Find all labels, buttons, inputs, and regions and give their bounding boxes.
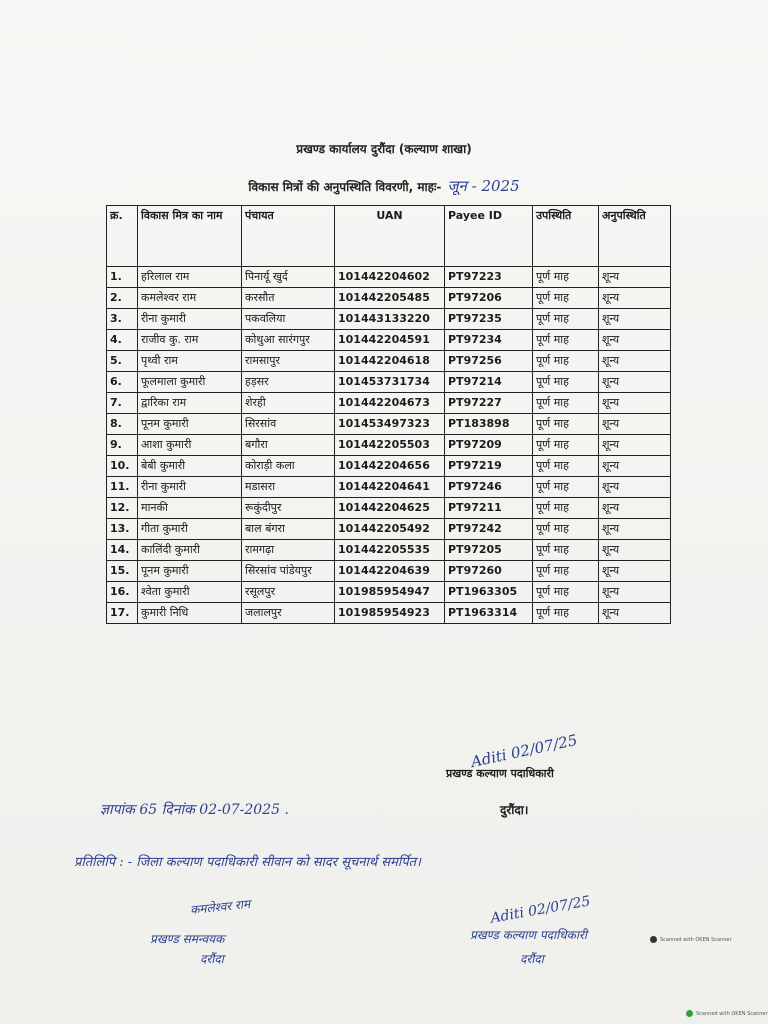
- cell-absence: शून्य: [599, 561, 671, 582]
- scanner-watermark: [650, 936, 732, 943]
- table-body: [107, 267, 671, 624]
- cell-payee-id: PT97211: [445, 498, 533, 519]
- cell-name: कमलेश्वर राम: [138, 288, 242, 309]
- cell-panchayat: शेरही: [242, 393, 335, 414]
- cell-panchayat: रसूलपुर: [242, 582, 335, 603]
- cell-presence: पूर्ण माह: [533, 582, 599, 603]
- cell-serial: 10.: [107, 456, 138, 477]
- cell-serial: 13.: [107, 519, 138, 540]
- cell-absence: शून्य: [599, 498, 671, 519]
- cell-payee-id: PT97260: [445, 561, 533, 582]
- cell-payee-id: PT183898: [445, 414, 533, 435]
- cell-absence: शून्य: [599, 582, 671, 603]
- cell-name: श्वेता कुमारी: [138, 582, 242, 603]
- scanner-logo-icon-2: [686, 1010, 693, 1017]
- cell-presence: पूर्ण माह: [533, 477, 599, 498]
- cell-absence: शून्य: [599, 519, 671, 540]
- cell-absence: शून्य: [599, 267, 671, 288]
- cell-uan: 101442204641: [335, 477, 445, 498]
- cell-panchayat: कोथुआ सारंगपुर: [242, 330, 335, 351]
- table-row: [107, 435, 671, 456]
- table-row: [107, 540, 671, 561]
- cell-payee-id: PT97214: [445, 372, 533, 393]
- table-row: [107, 456, 671, 477]
- col-header-uan: UAN: [335, 206, 445, 267]
- cell-payee-id: PT97227: [445, 393, 533, 414]
- scanner-watermark-2: [686, 1010, 768, 1017]
- table-row: [107, 519, 671, 540]
- cell-payee-id: PT97246: [445, 477, 533, 498]
- officer-signature: Aditi 02/07/25: [469, 730, 579, 772]
- cell-absence: शून्य: [599, 435, 671, 456]
- cell-name: राजीव कु. राम: [138, 330, 242, 351]
- table-row: [107, 603, 671, 624]
- cell-absence: शून्य: [599, 309, 671, 330]
- scanner-logo-icon: [650, 936, 657, 943]
- col-header-serial: क्र.: [107, 206, 138, 267]
- cell-presence: पूर्ण माह: [533, 519, 599, 540]
- cell-uan: 101442205535: [335, 540, 445, 561]
- cell-name: द्वारिका राम: [138, 393, 242, 414]
- col-header-presence: उपस्थिति: [533, 206, 599, 267]
- cell-uan: 101442205485: [335, 288, 445, 309]
- table-row: [107, 561, 671, 582]
- cell-panchayat: मडासरा: [242, 477, 335, 498]
- cell-serial: 6.: [107, 372, 138, 393]
- cell-serial: 17.: [107, 603, 138, 624]
- table-row: [107, 477, 671, 498]
- cell-panchayat: करसौत: [242, 288, 335, 309]
- cell-uan: 101443133220: [335, 309, 445, 330]
- cell-name: रीना कुमारी: [138, 477, 242, 498]
- cell-panchayat: पिनार्यू खुर्द: [242, 267, 335, 288]
- cell-absence: शून्य: [599, 456, 671, 477]
- copy-to-line: प्रतिलिपि : - जिला कल्याण पदाधिकारी सीवान को सादर सूचनार्थ समर्पित।: [74, 855, 421, 870]
- office-title: प्रखण्ड कार्यालय दुरौंदा (कल्याण शाखा): [296, 142, 472, 156]
- cell-uan: 101442204625: [335, 498, 445, 519]
- table-row: [107, 351, 671, 372]
- cell-presence: पूर्ण माह: [533, 456, 599, 477]
- cell-name: बेबी कुमारी: [138, 456, 242, 477]
- cell-serial: 2.: [107, 288, 138, 309]
- cell-presence: पूर्ण माह: [533, 498, 599, 519]
- col-header-panchayat: पंचायत: [242, 206, 335, 267]
- table-header-row: [107, 206, 671, 267]
- cell-absence: शून्य: [599, 477, 671, 498]
- cell-payee-id: PT97235: [445, 309, 533, 330]
- officer-title-2: प्रखण्ड कल्याण पदाधिकारी: [470, 928, 587, 942]
- cell-name: गीता कुमारी: [138, 519, 242, 540]
- table-row: [107, 267, 671, 288]
- cell-absence: शून्य: [599, 372, 671, 393]
- cell-presence: पूर्ण माह: [533, 435, 599, 456]
- cell-presence: पूर्ण माह: [533, 393, 599, 414]
- letter-number-date: ज्ञापांक 65 दिनांक 02-07-2025 .: [100, 802, 289, 818]
- scanner-watermark-text-2: Scanned with OKEN Scanner: [696, 1010, 768, 1017]
- cell-panchayat: जलालपुर: [242, 603, 335, 624]
- cell-name: पूनम कुमारी: [138, 561, 242, 582]
- cell-panchayat: पकवलिया: [242, 309, 335, 330]
- officer-title: प्रखण्ड कल्याण पदाधिकारी: [446, 767, 554, 780]
- cell-absence: शून्य: [599, 288, 671, 309]
- cell-panchayat: बाल बंगरा: [242, 519, 335, 540]
- cell-panchayat: बगौरा: [242, 435, 335, 456]
- cell-presence: पूर्ण माह: [533, 330, 599, 351]
- cell-name: कालिंदी कुमारी: [138, 540, 242, 561]
- col-header-absence: अनुपस्थिति: [599, 206, 671, 267]
- cell-uan: 101985954923: [335, 603, 445, 624]
- attendance-table: [106, 205, 671, 624]
- officer-signature-2: Aditi 02/07/25: [489, 893, 592, 927]
- coordinator-signature: कमलेश्वर राम: [189, 896, 251, 918]
- cell-uan: 101442204618: [335, 351, 445, 372]
- cell-presence: पूर्ण माह: [533, 309, 599, 330]
- cell-name: रीना कुमारी: [138, 309, 242, 330]
- cell-panchayat: हड़सर: [242, 372, 335, 393]
- cell-payee-id: PT97206: [445, 288, 533, 309]
- cell-panchayat: कोराड़ी कला: [242, 456, 335, 477]
- month-handwritten: जून - 2025: [447, 177, 520, 195]
- cell-uan: 101442204656: [335, 456, 445, 477]
- cell-uan: 101442204639: [335, 561, 445, 582]
- cell-serial: 9.: [107, 435, 138, 456]
- cell-absence: शून्य: [599, 330, 671, 351]
- cell-name: हरिलाल राम: [138, 267, 242, 288]
- cell-uan: 101442204673: [335, 393, 445, 414]
- cell-serial: 5.: [107, 351, 138, 372]
- cell-payee-id: PT1963305: [445, 582, 533, 603]
- cell-payee-id: PT97234: [445, 330, 533, 351]
- cell-presence: पूर्ण माह: [533, 603, 599, 624]
- cell-name: मानकी: [138, 498, 242, 519]
- cell-uan: 101442204591: [335, 330, 445, 351]
- table-row: [107, 309, 671, 330]
- table-row: [107, 288, 671, 309]
- cell-payee-id: PT97219: [445, 456, 533, 477]
- table-row: [107, 414, 671, 435]
- cell-name: कुमारी निधि: [138, 603, 242, 624]
- cell-absence: शून्य: [599, 414, 671, 435]
- cell-presence: पूर्ण माह: [533, 561, 599, 582]
- report-title: विकास मित्रों की अनुपस्थिति विवरणी, माहः-: [248, 180, 442, 194]
- cell-panchayat: रूकुंदीपुर: [242, 498, 335, 519]
- cell-panchayat: सिरसांव: [242, 414, 335, 435]
- cell-serial: 8.: [107, 414, 138, 435]
- cell-uan: 101442205503: [335, 435, 445, 456]
- cell-absence: शून्य: [599, 603, 671, 624]
- table-row: [107, 372, 671, 393]
- cell-payee-id: PT97209: [445, 435, 533, 456]
- place-name: दुरौंदा।: [500, 803, 529, 817]
- cell-name: पूनम कुमारी: [138, 414, 242, 435]
- cell-serial: 1.: [107, 267, 138, 288]
- cell-payee-id: PT1963314: [445, 603, 533, 624]
- cell-absence: शून्य: [599, 540, 671, 561]
- report-title-line: [0, 176, 768, 196]
- table-row: [107, 393, 671, 414]
- cell-serial: 16.: [107, 582, 138, 603]
- table-row: [107, 330, 671, 351]
- cell-payee-id: PT97242: [445, 519, 533, 540]
- table-row: [107, 582, 671, 603]
- cell-payee-id: PT97223: [445, 267, 533, 288]
- table-row: [107, 498, 671, 519]
- cell-serial: 15.: [107, 561, 138, 582]
- coordinator-title: प्रखण्ड समन्वयक: [150, 932, 225, 946]
- col-header-name: विकास मित्र का नाम: [138, 206, 242, 267]
- cell-serial: 4.: [107, 330, 138, 351]
- cell-presence: पूर्ण माह: [533, 414, 599, 435]
- cell-serial: 7.: [107, 393, 138, 414]
- cell-presence: पूर्ण माह: [533, 267, 599, 288]
- cell-name: पृथ्वी राम: [138, 351, 242, 372]
- cell-panchayat: रामगढ़ा: [242, 540, 335, 561]
- cell-presence: पूर्ण माह: [533, 351, 599, 372]
- cell-absence: शून्य: [599, 393, 671, 414]
- cell-name: फूलमाला कुमारी: [138, 372, 242, 393]
- cell-name: आशा कुमारी: [138, 435, 242, 456]
- cell-uan: 101453497323: [335, 414, 445, 435]
- cell-panchayat: रामसापुर: [242, 351, 335, 372]
- cell-presence: पूर्ण माह: [533, 288, 599, 309]
- officer-place-2: दरौंदा: [520, 952, 544, 966]
- cell-uan: 101442204602: [335, 267, 445, 288]
- cell-serial: 12.: [107, 498, 138, 519]
- col-header-payee-id: Payee ID: [445, 206, 533, 267]
- cell-serial: 14.: [107, 540, 138, 561]
- cell-payee-id: PT97256: [445, 351, 533, 372]
- scanner-watermark-text: Scanned with OKEN Scanner: [660, 936, 732, 943]
- cell-serial: 11.: [107, 477, 138, 498]
- cell-presence: पूर्ण माह: [533, 372, 599, 393]
- cell-uan: 101442205492: [335, 519, 445, 540]
- cell-uan: 101453731734: [335, 372, 445, 393]
- cell-absence: शून्य: [599, 351, 671, 372]
- cell-payee-id: PT97205: [445, 540, 533, 561]
- cell-uan: 101985954947: [335, 582, 445, 603]
- coordinator-place: दरौंदा: [200, 952, 224, 966]
- cell-panchayat: सिरसांव पांडेयपुर: [242, 561, 335, 582]
- cell-serial: 3.: [107, 309, 138, 330]
- cell-presence: पूर्ण माह: [533, 540, 599, 561]
